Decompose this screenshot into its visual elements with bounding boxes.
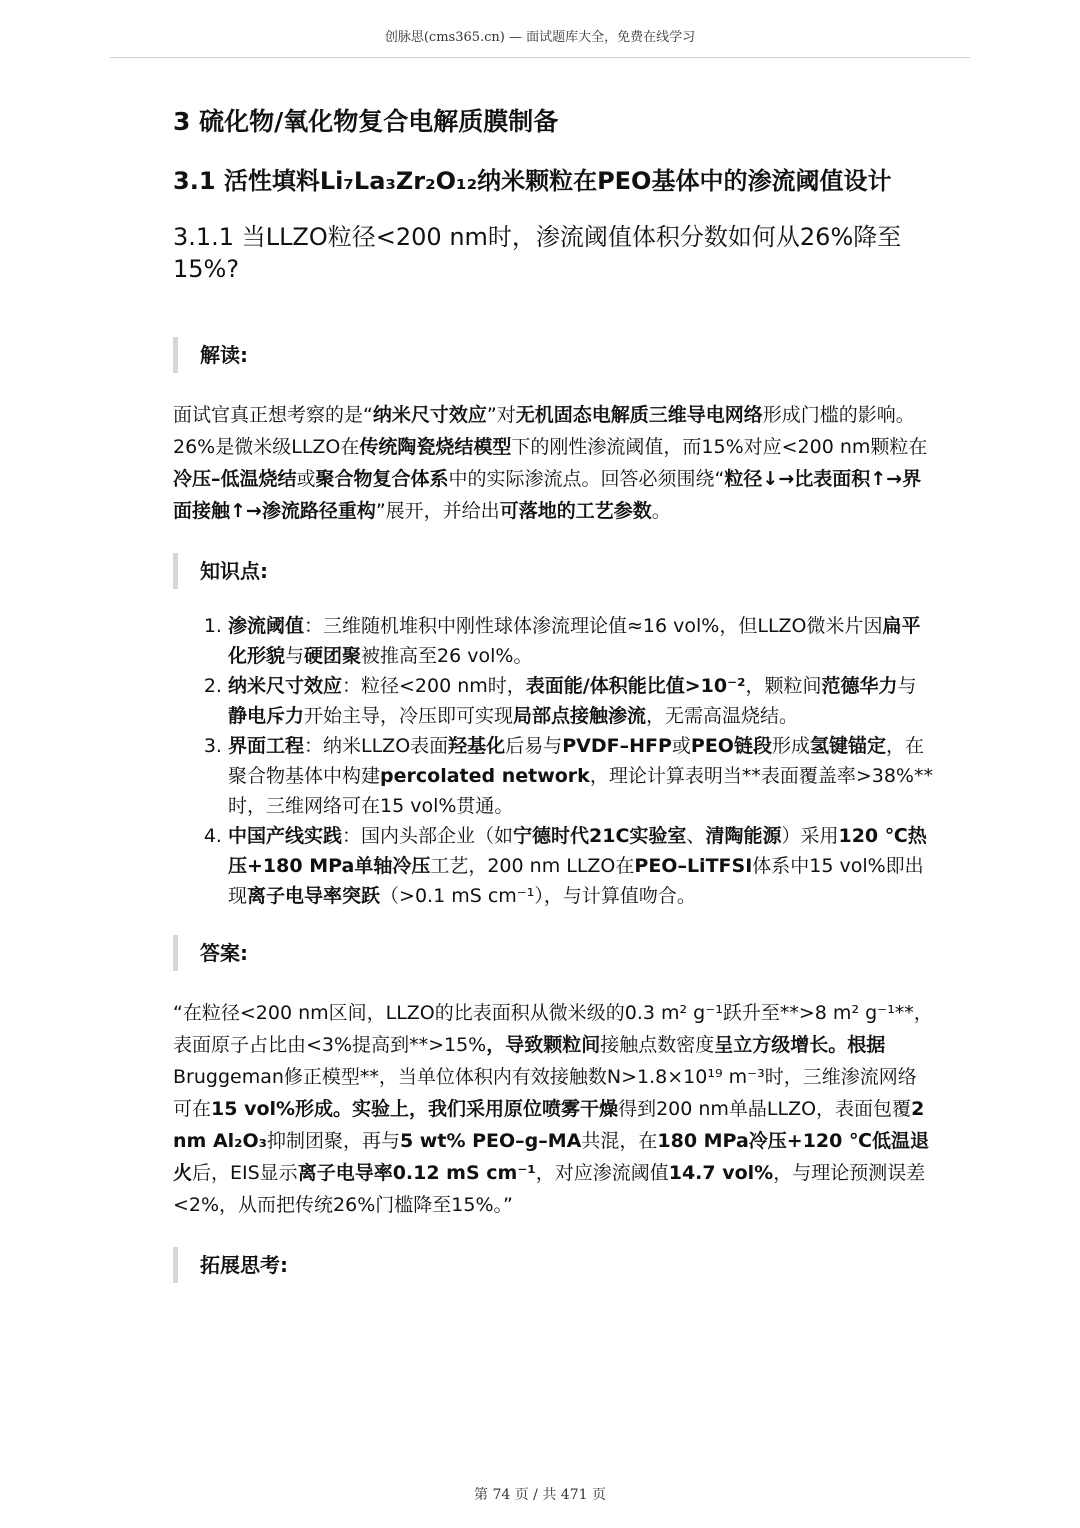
text-run: 后，EIS显示 <box>192 1162 298 1184</box>
chapter-title: 3 硫化物/氧化物复合电解质膜制备 <box>173 107 559 136</box>
bold-text: 离子电导率突跃 <box>247 885 381 907</box>
bold-text: 离子电导率0.12 mS cm⁻¹ <box>297 1162 536 1184</box>
knowledge-item <box>228 611 933 671</box>
bold-text: 5 wt% PEO–g–MA <box>399 1130 582 1152</box>
text-run: 。 <box>651 500 671 522</box>
bold-text: 界面工程 <box>228 735 305 757</box>
bold-text: PEO链段 <box>690 735 772 757</box>
bold-text: percolated network <box>380 765 590 787</box>
text-run: Bruggeman修正模型**，当单位体积内有效接触数N>1.8×10¹⁹ m⁻³时，三维渗流网络可在 <box>173 1066 917 1120</box>
text-run: ）采用 <box>781 825 839 847</box>
text-run: ，无需高温烧结。 <box>646 705 799 727</box>
knowledge-item <box>228 671 933 731</box>
text-run: 被推高至26 vol%。 <box>361 645 533 667</box>
bold-text: 氢键锚定 <box>809 735 886 757</box>
running-header: 创脉思(cms365.cn) — 面试题库大全，免费在线学习 <box>110 26 970 58</box>
text-run: ，颗粒间 <box>745 675 822 697</box>
text-run: ，理论计算表明当**表面覆盖率>38%**时，三维网络可在15 vol%贯通。 <box>228 765 933 817</box>
bold-text: 清陶能源 <box>705 825 782 847</box>
text-run: 形成 <box>771 735 810 757</box>
text-run: 接触点数密度 <box>600 1034 715 1056</box>
bold-text: PVDF–HFP <box>562 735 672 757</box>
text-run: ：三维随机堆积中刚性球体渗流理论值≈16 vol%，但LLZO微米片因 <box>304 615 883 637</box>
bold-text: 表面能/体积能比值>10⁻² <box>525 675 746 697</box>
answer-label: 答案: <box>173 935 933 971</box>
interpretation-label: 解读: <box>173 337 933 373</box>
text-run: ”展开，并给出 <box>375 500 500 522</box>
page-footer: 第 74 页 / 共 471 页 <box>474 1487 606 1503</box>
text-run: 形成门槛的影响。26%是微米级LLZO在 <box>173 404 915 458</box>
bold-text: 宁德时代21C实验室 <box>513 825 687 847</box>
bold-text: 静电斥力 <box>228 705 305 727</box>
bold-text: 中国产线实践 <box>228 825 343 847</box>
knowledge-label: 知识点: <box>173 553 933 589</box>
bold-text: 传统陶瓷烧结模型 <box>359 436 512 458</box>
text-run: 体系中15 vol%即出现 <box>228 855 924 907</box>
text-run: ：纳米LLZO表面 <box>304 735 449 757</box>
bold-text: 聚合物复合体系 <box>315 468 449 490</box>
text-run: 中的实际渗流点。回答必须围绕“ <box>448 468 725 490</box>
text-run: ，与理论预测误差<2%，从而把传统26%门槛降至15%。” <box>173 1162 926 1216</box>
text-run: 下的刚性渗流阈值，而15%对应<200 nm颗粒在 <box>511 436 928 458</box>
text-run: 与 <box>285 645 305 667</box>
question-title: 3.1.1 当LLZO粒径<200 nm时，渗流阈值体积分数如何从26%降至15%? <box>173 223 902 283</box>
bold-text: 范德华力 <box>821 675 898 697</box>
bold-text: 14.7 vol% <box>668 1162 774 1184</box>
bold-text: 呈立方级增长。根据 <box>714 1034 886 1056</box>
bold-text: 扁平化形貌 <box>228 615 921 667</box>
text-run: ”对 <box>486 404 516 426</box>
text-run: 开始主导，冷压即可实现 <box>304 705 514 727</box>
bold-text: 可落地的工艺参数 <box>499 500 652 522</box>
text-run: ，对应渗流阈值 <box>535 1162 669 1184</box>
bold-text: PEO–LiTFSI <box>634 855 753 877</box>
text-run: ，在聚合物基体中构建 <box>228 735 925 787</box>
knowledge-item <box>228 821 933 911</box>
text-run: 得到200 nm单晶LLZO，表面包覆 <box>618 1098 912 1120</box>
bold-text: 纳米尺寸效应 <box>372 404 487 426</box>
interpretation-paragraph <box>173 399 933 527</box>
text-run: ：粒径<200 nm时， <box>342 675 526 697</box>
knowledge-list <box>173 611 933 911</box>
bold-text: 渗流阈值 <box>228 615 305 637</box>
text-run: （>0.1 mS cm⁻¹），与计算值吻合。 <box>380 885 696 907</box>
answer-paragraph <box>173 997 933 1221</box>
section-title: 3.1 活性填料Li₇La₃Zr₂O₁₂纳米颗粒在PEO基体中的渗流阈值设计 <box>173 167 892 195</box>
bold-text: 2 nm Al₂O₃ <box>173 1098 925 1152</box>
text-run: 或 <box>671 735 691 757</box>
document-body <box>173 100 933 1283</box>
bold-text: 冷压–低温烧结 <box>173 468 297 490</box>
text-run: ：国内头部企业（如 <box>342 825 514 847</box>
bold-text: ，导致颗粒间 <box>486 1034 601 1056</box>
extension-label: 拓展思考: <box>173 1247 933 1283</box>
bold-text: 硬团聚 <box>304 645 362 667</box>
text-run: 或 <box>296 468 316 490</box>
text-run: 工艺，200 nm LLZO在 <box>430 855 635 877</box>
bold-text: 15 vol%形成。实验上，我们采用原位喷雾干燥 <box>211 1098 619 1120</box>
text-run: “在粒径<200 nm区间，LLZO的比表面积从微米级的0.3 m² g⁻¹跃升至**>8 m² g⁻¹**，表面原子占比由<3%提高到**>15% <box>173 1002 933 1056</box>
text-run: 抑制团聚，再与 <box>266 1130 400 1152</box>
text-run: 共混，在 <box>581 1130 658 1152</box>
bold-text: 180 MPa冷压+120 ℃低温退火 <box>173 1130 929 1184</box>
text-run: 后易与 <box>505 735 563 757</box>
bold-text: 粒径↓→比表面积↑→界面接触↑→渗流路径重构 <box>173 468 922 522</box>
bold-text: 无机固态电解质三维导电网络 <box>515 404 763 426</box>
bold-text: 局部点接触渗流 <box>513 705 647 727</box>
knowledge-item <box>228 731 933 821</box>
bold-text: 120 ℃热压+180 MPa单轴冷压 <box>228 825 927 877</box>
text-run: 与 <box>897 675 917 697</box>
text-run: 面试官真正想考察的是“ <box>173 404 373 426</box>
bold-text: 羟基化 <box>448 735 506 757</box>
bold-text: 纳米尺寸效应 <box>228 675 343 697</box>
text-run: 、 <box>686 825 706 847</box>
